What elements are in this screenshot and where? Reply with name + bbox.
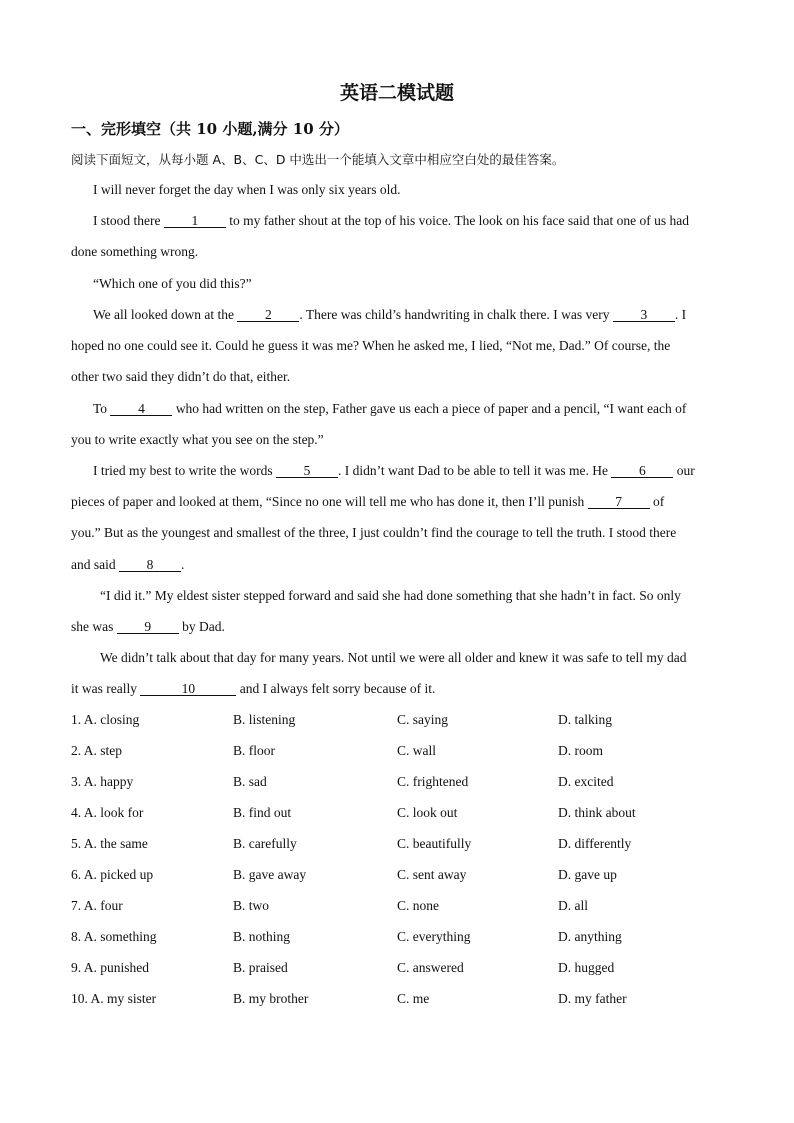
option-a[interactable]: 6. A. picked up — [71, 867, 154, 882]
option-c[interactable]: C. sent away — [397, 867, 467, 882]
option-c[interactable]: C. wall — [397, 743, 436, 758]
passage-line: she was 9 by Dad. — [71, 619, 225, 634]
passage-line: done something wrong. — [71, 244, 199, 259]
blank-10: 10 — [140, 682, 236, 696]
option-row-10 — [71, 991, 731, 1022]
passage-line: pieces of paper and looked at them, “Since no one will tell me who has done it, then I’ll punish 7 of — [71, 494, 665, 509]
instructions: 阅读下面短文，从每小题 A、B、C、D 中选出一个能填入文章中相应空白处的最佳答案。 — [71, 152, 565, 167]
option-d[interactable]: D. think about — [558, 805, 636, 820]
blank-6: 6 — [611, 464, 673, 478]
option-c[interactable]: C. everything — [397, 929, 471, 944]
option-a[interactable]: 2. A. step — [71, 743, 123, 758]
option-row-8 — [71, 929, 731, 960]
passage-line: We all looked down at the 2 . There was child’s handwriting in chalk there. I was very 3 . I — [93, 307, 687, 322]
passage-line: “Which one of you did this?” — [93, 276, 252, 291]
option-c[interactable]: C. none — [397, 898, 439, 913]
option-b[interactable]: B. floor — [233, 743, 275, 758]
blank-2: 2 — [237, 308, 299, 322]
option-a[interactable]: 9. A. punished — [71, 960, 150, 975]
option-b[interactable]: B. two — [233, 898, 270, 913]
option-c[interactable]: C. me — [397, 991, 430, 1006]
passage-line: I tried my best to write the words 5 . I didn’t want Dad to be able to tell it was me. He 6 our — [93, 463, 695, 478]
option-d[interactable]: D. gave up — [558, 867, 617, 882]
option-d[interactable]: D. talking — [558, 712, 612, 727]
passage-line: I will never forget the day when I was only six years old. — [93, 182, 401, 197]
answer-options — [71, 712, 731, 1022]
passage-line: other two said they didn’t do that, either. — [71, 369, 291, 384]
option-row-7 — [71, 898, 731, 929]
option-d[interactable]: D. hugged — [558, 960, 615, 975]
option-c[interactable]: C. look out — [397, 805, 458, 820]
option-d[interactable]: D. room — [558, 743, 603, 758]
option-a[interactable]: 4. A. look for — [71, 805, 144, 820]
option-row-3 — [71, 774, 731, 805]
option-a[interactable]: 3. A. happy — [71, 774, 134, 789]
option-b[interactable]: B. listening — [233, 712, 296, 727]
option-b[interactable]: B. carefully — [233, 836, 297, 851]
blank-7: 7 — [588, 495, 650, 509]
option-c[interactable]: C. answered — [397, 960, 464, 975]
passage-line: you.” But as the youngest and smallest of the three, I just couldn’t find the courage to tell the truth. I stood there — [71, 525, 677, 540]
option-row-4 — [71, 805, 731, 836]
blank-4: 4 — [110, 402, 172, 416]
blank-1: 1 — [164, 214, 226, 228]
passage-line: To 4 who had written on the step, Father gave us each a piece of paper and a pencil, “I want each of — [93, 401, 687, 416]
option-d[interactable]: D. my father — [558, 991, 627, 1006]
option-b[interactable]: B. praised — [233, 960, 288, 975]
option-c[interactable]: C. saying — [397, 712, 449, 727]
option-b[interactable]: B. nothing — [233, 929, 291, 944]
option-a[interactable]: 10. A. my sister — [71, 991, 157, 1006]
passage-line: We didn’t talk about that day for many years. Not until we were all older and knew it was safe to tell my dad — [100, 650, 687, 665]
section-heading: 一、完形填空（共 10 小题,满分 10 分） — [71, 120, 349, 138]
option-c[interactable]: C. frightened — [397, 774, 469, 789]
blank-5: 5 — [276, 464, 338, 478]
blank-9: 9 — [117, 620, 179, 634]
option-a[interactable]: 7. A. four — [71, 898, 123, 913]
option-row-1 — [71, 712, 731, 743]
passage-line: I stood there 1 to my father shout at the top of his voice. The look on his face said that one of us had — [93, 213, 690, 228]
option-row-5 — [71, 836, 731, 867]
option-row-9 — [71, 960, 731, 991]
option-a[interactable]: 8. A. something — [71, 929, 157, 944]
option-b[interactable]: B. my brother — [233, 991, 309, 1006]
option-a[interactable]: 1. A. closing — [71, 712, 140, 727]
blank-8: 8 — [119, 558, 181, 572]
passage-line: “I did it.” My eldest sister stepped forward and said she had done something that she hadn’t in fact. So only — [100, 588, 681, 603]
blank-3: 3 — [613, 308, 675, 322]
option-b[interactable]: B. gave away — [233, 867, 307, 882]
passage-line: hoped no one could see it. Could he guess it was me? When he asked me, I lied, “Not me, Dad.” Of course, the — [71, 338, 671, 353]
option-row-6 — [71, 867, 731, 898]
option-c[interactable]: C. beautifully — [397, 836, 472, 851]
option-b[interactable]: B. sad — [233, 774, 267, 789]
passage-line: you to write exactly what you see on the step.” — [71, 432, 324, 447]
option-row-2 — [71, 743, 731, 774]
option-d[interactable]: D. anything — [558, 929, 622, 944]
passage-line: it was really 10 and I always felt sorry because of it. — [71, 681, 436, 696]
option-b[interactable]: B. find out — [233, 805, 292, 820]
option-d[interactable]: D. excited — [558, 774, 614, 789]
option-a[interactable]: 5. A. the same — [71, 836, 148, 851]
option-d[interactable]: D. all — [558, 898, 588, 913]
passage-line: and said 8 . — [71, 557, 185, 572]
exam-title: 英语二模试题 — [339, 82, 454, 104]
option-d[interactable]: D. differently — [558, 836, 632, 851]
